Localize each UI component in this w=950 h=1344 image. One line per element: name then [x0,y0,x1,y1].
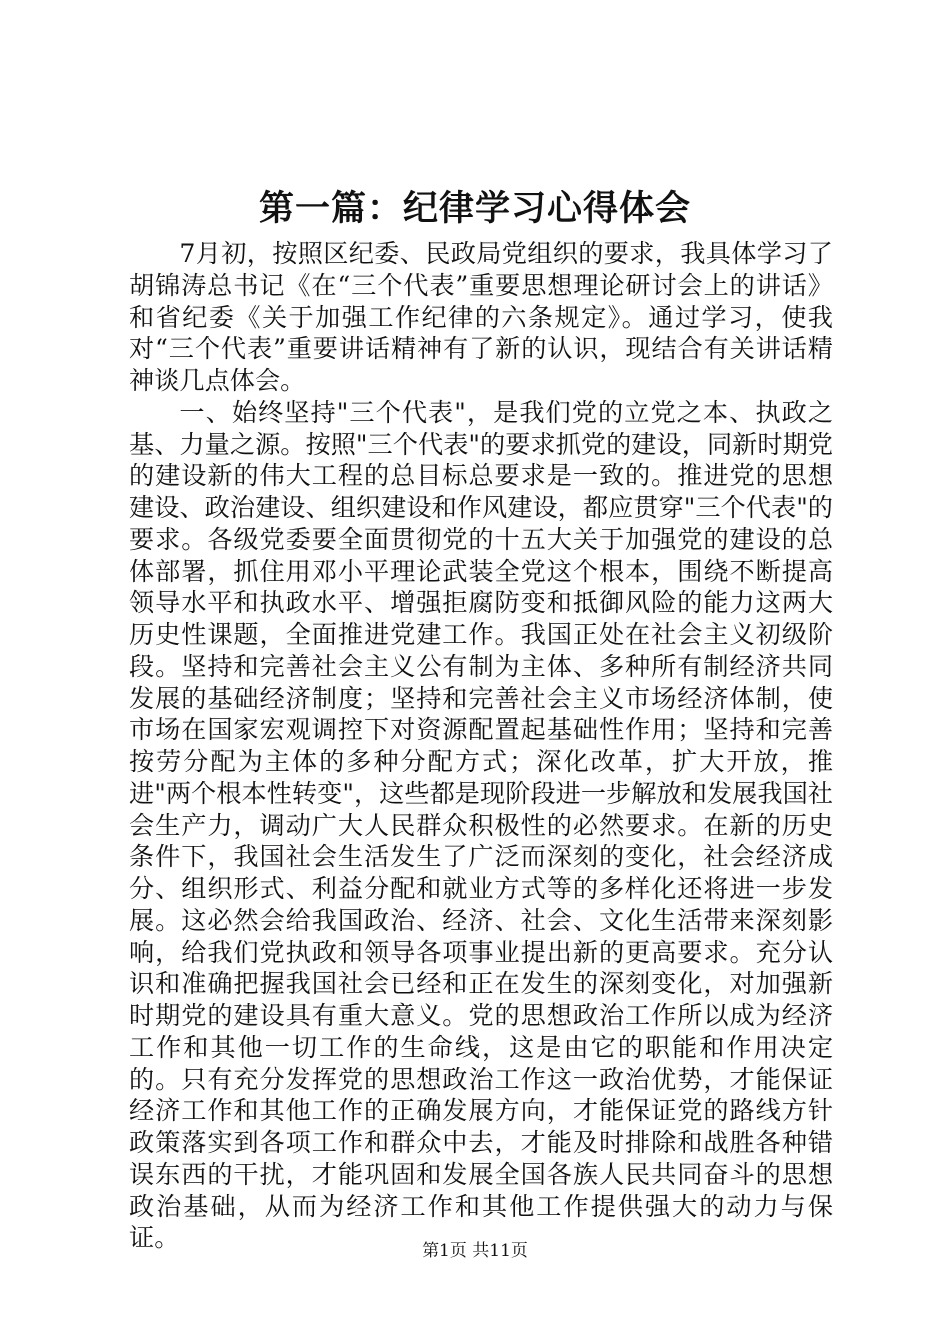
page-number-footer: 第1页 共11页 [422,1241,528,1261]
paragraph-section-one: 一、始终坚持"三个代表"，是我们党的立党之本、执政之基、力量之源。按照"三个代表"的要求抓党的建设，同新时期党的建设新的伟大工程的总目标总要求是一致的。推进党的思想建设、政治建设、组织建设和作风建设，都应贯穿"三个代表"的要求。各级党委要全面贯彻党的十五大关于加强党的建设的总体部署，抓住用邓小平理论武装全党这个根本，围绕不断提高领导水平和执政水平、增强拒腐防变和抵御风险的能力这两大历史性课题，全面推进党建工作。我国正处在社会主义初级阶段。坚持和完善社会主义公有制为主体、多种所有制经济共同发展的基础经济制度；坚持和完善社会主义市场经济体制，使市场在国家宏观调控下对资源配置起基础性作用；坚持和完善按劳分配为主体的多种分配方式；深化改革，扩大开放，推进"两个根本性转变"，这些都是现阶段进一步解放和发展我国社会生产力，调动广大人民群众积极性的必然要求。在新的历史条件下，我国社会生活发生了广泛而深刻的变化，社会经济成分、组织形式、利益分配和就业方式等的多样化还将进一步发展。这必然会给我国政治、经济、社会、文化生活带来深刻影响，给我们党执政和领导各项事业提出新的更高要求。充分认识和准确把握我国社会已经和正在发生的深刻变化，对加强新时期党的建设具有重大意义。党的思想政治工作所以成为经济工作和其他一切工作的生命线，这是由它的职能和作用决定的。只有充分发挥党的思想政治工作这一政治优势，才能保证经济工作和其他工作的正确发展方向，才能保证党的路线方针政策落实到各项工作和群众中去，才能及时排除和战胜各种错误东西的干扰，才能巩固和发展全国各族人民共同奋斗的思想政治基础，从而为经济工作和其他工作提供强大的动力与保证。 [129,397,833,1253]
document-body [129,238,833,1254]
paragraph-intro: 7月初，按照区纪委、民政局党组织的要求，我具体学习了胡锦涛总书记《在“三个代表”重要思想理论研讨会上的讲话》和省纪委《关于加强工作纪律的六条规定》。通过学习，使我对“三个代表”重要讲话精神有了新的认识，现结合有关讲话精神谈几点体会。 [129,239,833,395]
document-title: 第一篇：纪律学习心得体会 [258,188,691,229]
